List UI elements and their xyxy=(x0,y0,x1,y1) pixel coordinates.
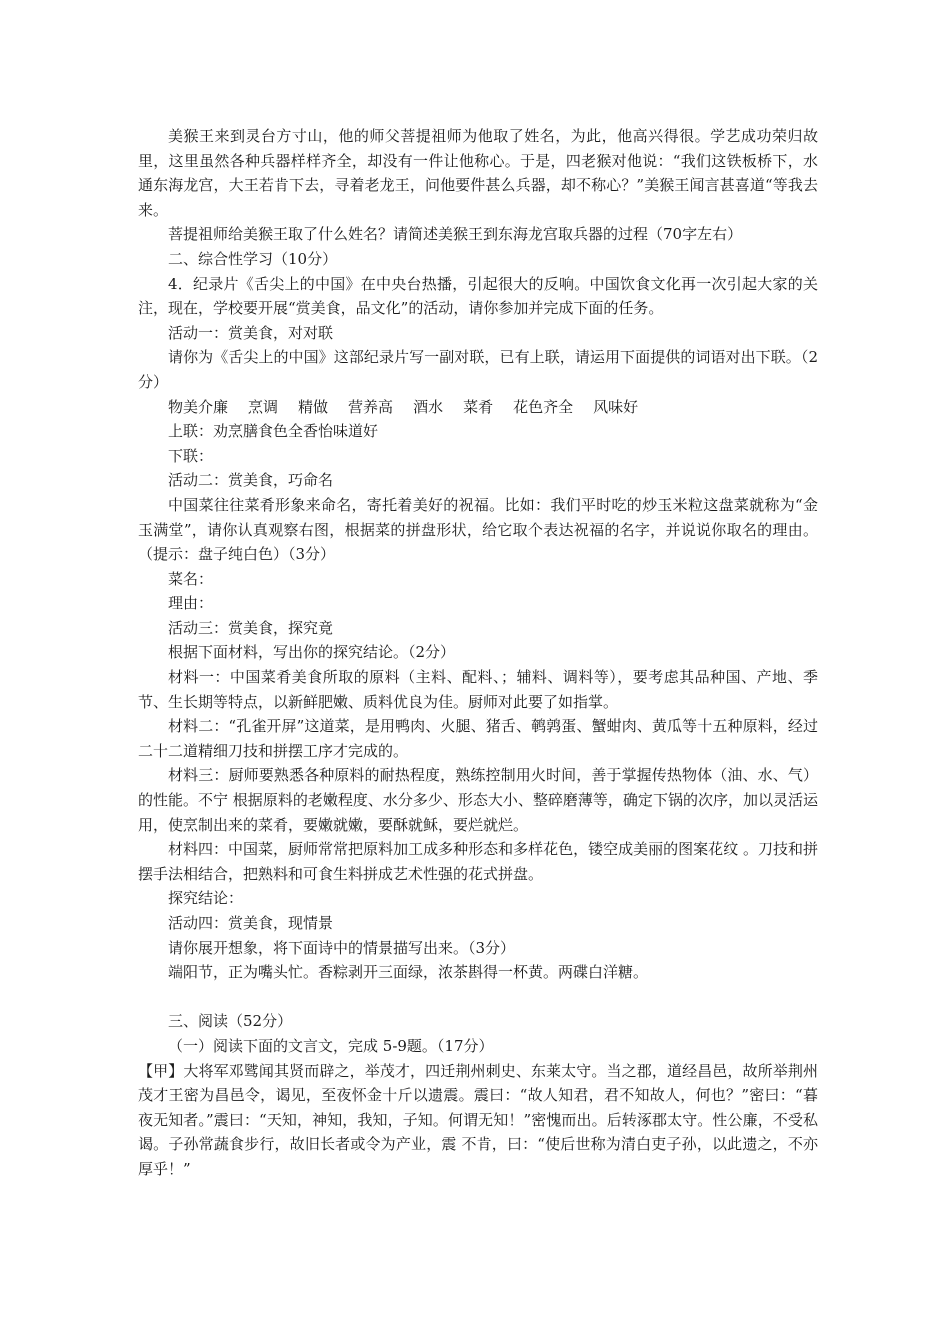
paragraph-p15: 材料一：中国菜肴美食所取的原料（主料、配料、；辅料、调料等），要考虑其品种国、产地、季节、生长期等特点，以新鲜肥嫩、质料优良为佳。厨师对此要了如指掌。 xyxy=(138,668,818,711)
paragraph-p25: 【甲】大将军邓骘闻其贤而辟之，举茂才，四迁荆州刺史、东莱太守。当之郡，道经昌邑，故所举荆州茂才王密为昌邑令，谒见，至夜怀金十斤以遗震。震曰：“故人知君，君不知故人，何也？”密曰：“暮夜无知者。”震曰：“天知，神知，我知，子知。何谓无知！”密愧而出。后转涿郡太守。性公廉，不受私谒。子孙常蔬食步行，故旧长者或令为产业，震 不肯，曰：“使后世称为清白吏子孙，以此遗之，不亦厚乎！” xyxy=(138,1061,818,1178)
paragraph-p7: 上联：劝烹膳食色全香怡味道好 xyxy=(168,422,379,441)
paragraph-p20: 活动四：赏美食，现情景 xyxy=(168,914,334,932)
word-bank-item: 酒水 xyxy=(413,397,444,416)
section-xiyouji-question xyxy=(138,124,818,395)
paragraph-p13: 活动三：赏美食，探究竟 xyxy=(168,618,334,637)
paragraph-p4: 4．纪录片《舌尖上的中国》在中央台热播，引起很大的反响。中国饮食文化再一次引起大家的关注，现在，学校要开展“赏美食，品文化”的活动，请你参加并完成下面的任务。 xyxy=(138,274,818,318)
word-bank-item: 精做 xyxy=(298,397,329,416)
paragraph-p3: 二、综合性学习（10分） xyxy=(168,249,338,268)
word-bank-item: 营养高 xyxy=(348,397,394,416)
paragraph-p8: 下联： xyxy=(168,446,214,465)
paragraph-p24: （一）阅读下面的文言文，完成 5-9题。（17分） xyxy=(168,1036,494,1055)
word-bank-item: 物美介廉 xyxy=(168,397,229,416)
paragraph-p17: 材料三：厨师要熟悉各种原料的耐热程度，熟练控制用火时间，善于掌握传热物体（油、水、气）的性能。不宁 根据原料的老嫩程度、水分多少、形态大小、整碎磨薄等，确定下锅的次序，加以灵活运用，使烹制出来的菜肴，要嫩就嫩，要酥就稣，要烂就烂。 xyxy=(138,766,818,834)
paragraph-p14: 根据下面材料，写出你的探究结论。（2分） xyxy=(168,643,456,662)
section-reading xyxy=(138,1009,818,1181)
paragraph-p22: 端阳节，正为嘴头忙。香粽剥开三面绿，浓茶斟得一杯黄。两碟白洋糖。 xyxy=(168,963,649,982)
paragraph-p23: 三、阅读（52分） xyxy=(168,1012,293,1031)
word-bank-item: 烹调 xyxy=(248,397,279,416)
paragraph-p11: 菜名： xyxy=(168,569,214,588)
paragraph-p10: 中国菜往往菜肴形象来命名，寄托着美好的祝福。比如：我们平时吃的炒玉米粒这盘菜就称为“金玉满堂”，请你认真观察右图，根据菜的拼盘形状，给它取个表达祝福的名字，并说说你取名的理由。（提示：盘子纯白色）（3分） xyxy=(138,495,818,564)
word-bank-item: 菜肴 xyxy=(463,397,494,416)
paragraph-p6: 请你为《舌尖上的中国》这部纪录片写一副对联，已有上联，请运用下面提供的词语对出下联。（2分） xyxy=(138,348,818,391)
blank-line xyxy=(138,985,818,1010)
paragraph-p19: 探究结论： xyxy=(168,889,244,908)
paragraph-p16: 材料二：“孔雀开屏”这道菜，是用鸭肉、火腿、猪舌、鹌鹑蛋、蟹蚶肉、黄瓜等十五种原料，经过二十二道精细刀技和拼摆工序才完成的。 xyxy=(138,717,818,760)
word-bank xyxy=(138,395,818,420)
paragraph-p18: 材料四：中国菜，厨师常常把原料加工成多种形态和多样花色，镂空成美丽的图案花纹 。刀技和拼摆手法相结合，把熟料和可食生料拼成艺术性强的花式拼盘。 xyxy=(138,840,818,883)
word-bank-item: 风味好 xyxy=(593,397,639,416)
paragraph-p9: 活动二：赏美食，巧命名 xyxy=(168,471,334,490)
document-page xyxy=(138,124,818,1182)
paragraph-p1: 美猴王来到灵台方寸山，他的师父菩提祖师为他取了姓名，为此，他高兴得很。学艺成功荣归故里，这里虽然各种兵器样样齐全，却没有一件让他称心。于是，四老猴对他说：“我们这铁板桥下，水通东海龙宫，大王若肯下去，寻着老龙王，问他要件甚么兵器，却不称心？”美猴王闻言甚喜道“等我去来。 xyxy=(138,127,818,219)
paragraph-p21: 请你展开想象，将下面诗中的情景描写出来。（3分） xyxy=(168,938,516,957)
word-bank-item: 花色齐全 xyxy=(513,397,574,416)
section-food-culture-activities xyxy=(138,419,818,985)
paragraph-p12: 理由： xyxy=(168,594,214,613)
paragraph-p2: 菩提祖师给美猴王取了什么姓名？请简述美猴王到东海龙宫取兵器的过程（70字左右） xyxy=(168,225,743,244)
paragraph-p5: 活动一：赏美食，对对联 xyxy=(168,323,334,342)
